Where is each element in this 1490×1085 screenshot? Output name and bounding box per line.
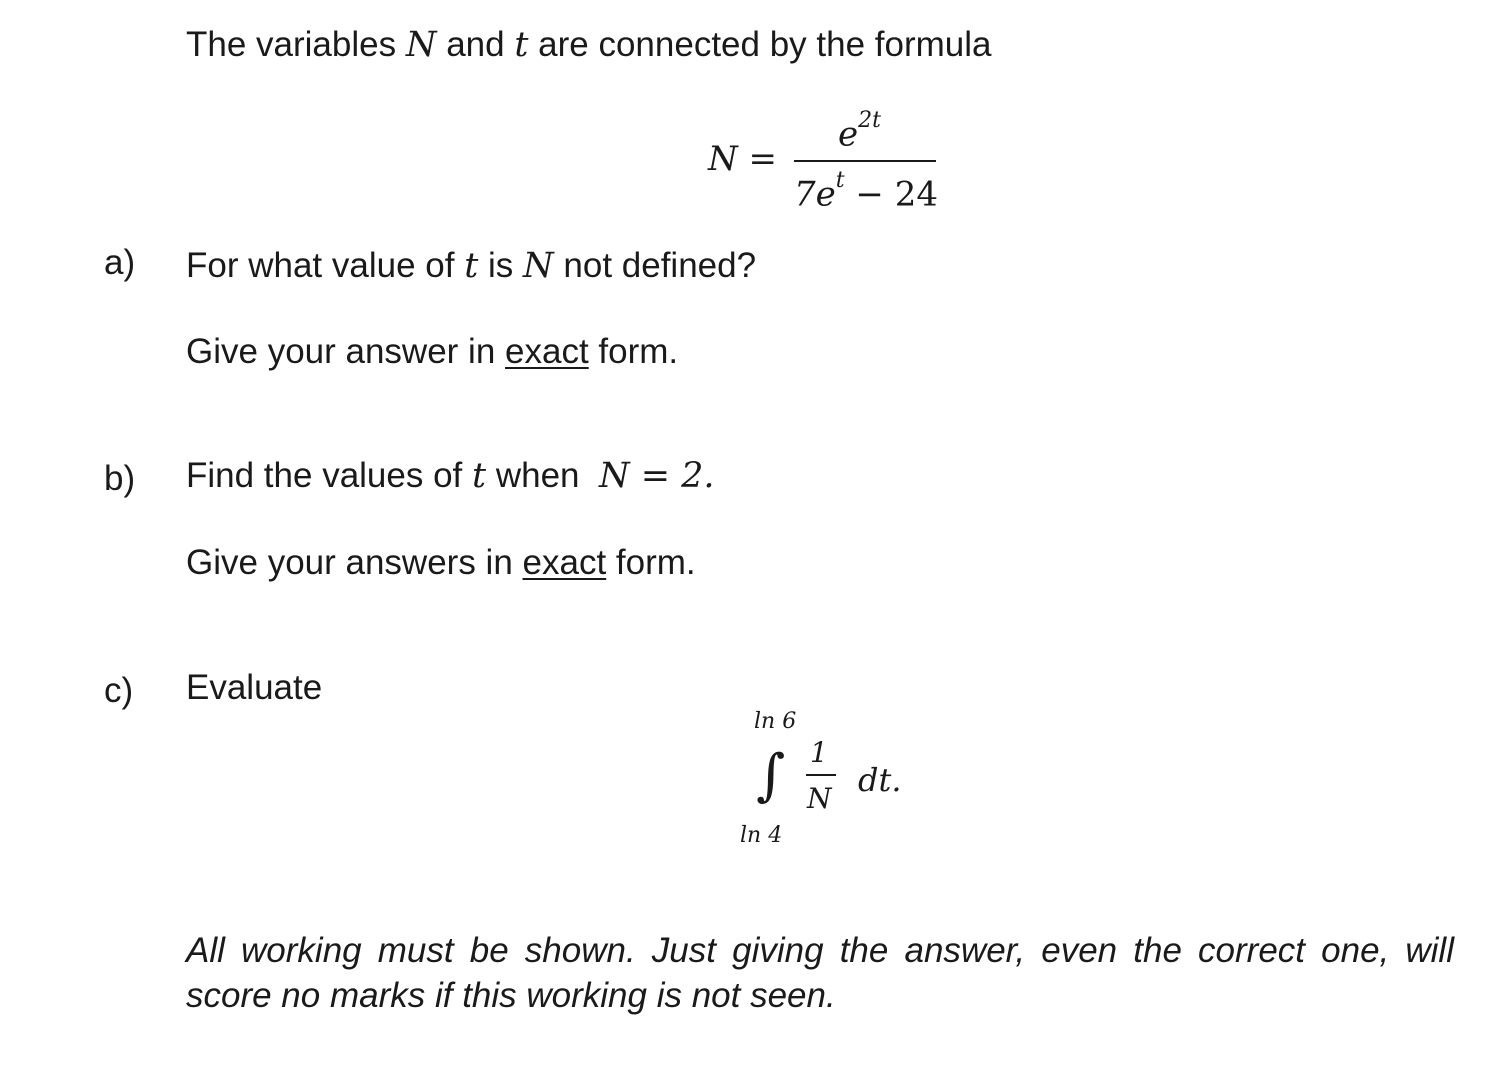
formula-numerator-base: e bbox=[838, 114, 859, 155]
part-b-q-mid: when bbox=[495, 456, 580, 495]
part-a-question bbox=[186, 245, 756, 287]
integral-sign: ∫ bbox=[756, 743, 786, 808]
formula-lhs: N = bbox=[708, 139, 778, 179]
integral-fraction-bar bbox=[806, 774, 836, 776]
integral-fraction-numerator: 1 bbox=[810, 736, 828, 769]
integral-fraction-denominator: N bbox=[807, 782, 832, 815]
part-a-var-t: t bbox=[464, 246, 479, 286]
formula-numerator-exp: 2t bbox=[858, 108, 881, 133]
part-a-q-pre: For what value of bbox=[186, 246, 455, 285]
intro-var-n: N bbox=[405, 25, 437, 65]
part-b-instr-pre: Give your answers in bbox=[186, 543, 513, 582]
formula-denominator-coef: 7e bbox=[794, 174, 836, 215]
part-c-label: c) bbox=[104, 671, 134, 710]
integral-upper-limit: ln 6 bbox=[754, 709, 797, 734]
part-b-instr-underline: exact bbox=[522, 543, 607, 582]
intro-post: are connected by the formula bbox=[538, 25, 992, 64]
part-b-instr-post: form. bbox=[615, 543, 696, 582]
integral-differential: dt. bbox=[858, 761, 902, 799]
formula-fraction-bar bbox=[794, 160, 936, 162]
part-a-label: a) bbox=[104, 243, 136, 282]
part-a-instr-pre: Give your answer in bbox=[186, 332, 496, 371]
working-note: All working must be shown. Just giving the answer, even the correct one, will score no marks if this working is not seen. bbox=[186, 931, 1454, 1015]
intro-line bbox=[186, 24, 991, 66]
part-b-var-t: t bbox=[472, 456, 487, 496]
integral-lower-limit: ln 4 bbox=[740, 823, 783, 848]
part-a-q-mid: is bbox=[488, 246, 514, 285]
intro-var-t: t bbox=[514, 25, 529, 65]
part-b-instruction bbox=[186, 542, 696, 584]
part-b-eq: N = 2. bbox=[598, 456, 715, 496]
part-b-question bbox=[186, 455, 715, 497]
part-a-instr-underline: exact bbox=[505, 332, 589, 371]
part-b-label: b) bbox=[104, 459, 136, 498]
part-c-question: Evaluate bbox=[186, 668, 323, 707]
part-a-instr-post: form. bbox=[598, 332, 679, 371]
formula-denominator-rest: − 24 bbox=[855, 174, 938, 215]
part-a-instruction bbox=[186, 331, 678, 373]
formula-numerator bbox=[838, 106, 881, 155]
intro-and: and bbox=[446, 25, 505, 64]
part-b-q-pre: Find the values of bbox=[186, 456, 463, 495]
part-a-var-n: N bbox=[523, 246, 554, 286]
formula-denominator-exp: t bbox=[835, 168, 845, 193]
part-a-q-post: not defined? bbox=[563, 246, 757, 285]
intro-pre: The variables bbox=[186, 25, 397, 64]
formula-denominator bbox=[794, 166, 938, 215]
